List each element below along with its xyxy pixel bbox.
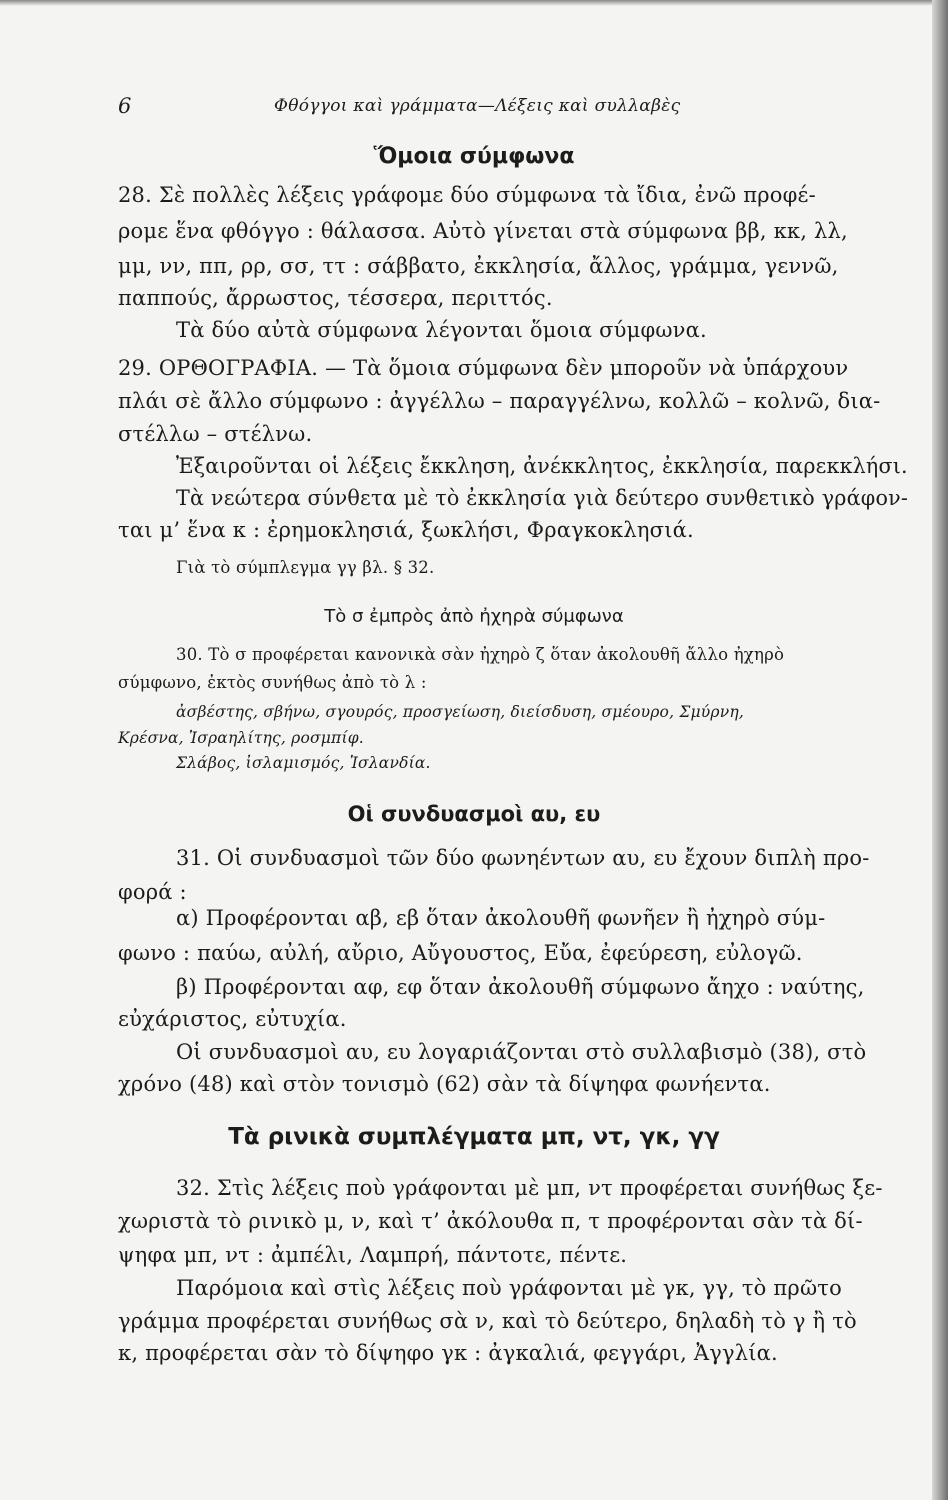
text-line: εὐχάριστος, εὐτυχία. — [118, 1007, 347, 1031]
text-line: ρομε ἕνα φθόγγο : θάλασσα. Αὐτὸ γίνεται στὰ σύμφωνα ββ, κκ, λλ, — [118, 219, 848, 243]
text-line: ται μ’ ἕνα κ : ἐρημοκλησιά, ξωκλήσι, Φραγκοκλησιά. — [118, 518, 694, 542]
text-line: χωριστὰ τὸ ρινικὸ μ, ν, καὶ τ’ ἀκόλουθα π, τ προφέρονται σὰν τὰ δί- — [118, 1209, 863, 1233]
text-line: γράμμα προφέρεται συνήθως σὰ ν, καὶ τὸ δεύτερο, δηλαδὴ τὸ γ ἢ τὸ — [118, 1309, 857, 1333]
text-line: παππούς, ἄρρωστος, τέσσερα, περιττός. — [118, 286, 553, 310]
text-line: 28. Σὲ πολλὲς λέξεις γράφομε δύο σύμφωνα τὰ ἴδια, ἐνῶ προφέ- — [118, 183, 816, 207]
text-line: Τὰ δύο αὐτὰ σύμφωνα λέγονται ὅμοια σύμφωνα. — [176, 318, 707, 342]
page-number: 6 — [118, 94, 132, 118]
text-line: Κρέσνα, Ἰσραηλίτης, ροσμπίφ. — [118, 729, 364, 747]
running-head-title: Φθόγγοι καὶ γράμματα—Λέξεις καὶ συλλαβὲς — [274, 96, 681, 116]
text-line: ψηφα μπ, ντ : ἀμπέλι, Λαμπρή, πάντοτε, πέντε. — [118, 1243, 628, 1267]
scan-edge-top — [0, 0, 948, 6]
text-line: Οἱ συνδυασμοὶ αυ, ευ λογαριάζονται στὸ συλλαβισμὸ (38), στὸ — [176, 1040, 867, 1064]
scan-edge-right — [932, 0, 948, 1500]
text-line: χρόνο (48) καὶ στὸν τονισμὸ (62) σὰν τὰ δίψηφα φωνήεντα. — [118, 1072, 771, 1096]
text-line: φωνο : παύω, αὐλή, αὔριο, Αὔγουστος, Εὔα, ἐφεύρεση, εὐλογῶ. — [118, 941, 803, 965]
section-heading-sigma: Τὸ σ ἐμπρὸς ἀπὸ ἠχηρὰ σύμφωνα — [324, 606, 624, 627]
text-line: μμ, νν, ππ, ρρ, σσ, ττ : σάββατο, ἐκκλησία, ἄλλος, γράμμα, γεννῶ, — [118, 254, 839, 278]
section-heading-au-eu: Οἱ συνδυασμοὶ αυ, ευ — [347, 802, 601, 826]
text-line: 30. Τὸ σ προφέρεται κανονικὰ σὰν ἠχηρὸ ζ ὅταν ἀκολουθῆ ἄλλο ἠχηρὸ — [176, 645, 785, 664]
text-line: 29. ΟΡΘΟΓΡΑΦΙΑ. — Τὰ ὅμοια σύμφωνα δὲν μποροῦν νὰ ὑπάρχουν — [118, 356, 849, 380]
text-line: κ, προφέρεται σὰν τὸ δίψηφο γκ : ἀγκαλιά, φεγγάρι, Ἀγγλία. — [118, 1341, 778, 1365]
text-line: 32. Στὶς λέξεις ποὺ γράφονται μὲ μπ, ντ προφέρεται συνήθως ξε- — [176, 1176, 883, 1200]
text-line: στέλλω – στέλνω. — [118, 422, 313, 446]
text-line: πλάι σὲ ἄλλο σύμφωνο : ἀγγέλλω – παραγγέλνω, κολλῶ – κολνῶ, δια- — [118, 389, 881, 413]
text-line: φορά : — [118, 880, 187, 904]
text-line: β) Προφέρονται αφ, εφ ὅταν ἀκολουθῆ σύμφωνο ἄηχο : ναύτης, — [176, 975, 865, 999]
section-heading-homoia: Ὅμοια σύμφωνα — [373, 144, 575, 169]
text-line: Τὰ νεώτερα σύνθετα μὲ τὸ ἐκκλησία γιὰ δεύτερο συνθετικὸ γράφον- — [176, 486, 909, 510]
text-line: 31. Οἱ συνδυασμοὶ τῶν δύο φωνηέντων αυ, ευ ἔχουν διπλὴ προ- — [176, 846, 870, 870]
text-line: Σλάβος, ἰσλαμισμός, Ἰσλανδία. — [176, 754, 431, 772]
text-line: α) Προφέρονται αβ, εβ ὅταν ἀκολουθῆ φωνῆεν ἢ ἠχηρὸ σύμ- — [176, 906, 826, 930]
text-line: Παρόμοια καὶ στὶς λέξεις ποὺ γράφονται μὲ γκ, γγ, τὸ πρῶτο — [176, 1276, 842, 1300]
section-heading-rinika: Τὰ ρινικὰ συμπλέγματα μπ, ντ, γκ, γγ — [228, 1124, 720, 1150]
text-line: σύμφωνο, ἐκτὸς συνήθως ἀπὸ τὸ λ : — [118, 673, 427, 692]
running-head — [118, 94, 908, 122]
text-line: Ἐξαιροῦνται οἱ λέξεις ἔκκληση, ἀνέκκλητος, ἐκκλησία, παρεκκλήσι. — [176, 454, 908, 478]
text-line: Γιὰ τὸ σύμπλεγμα γγ βλ. § 32. — [176, 558, 435, 577]
text-line: ἀσβέστης, σβήνω, σγουρός, προσγείωση, διείσδυση, σμέουρο, Σμύρνη, — [176, 703, 744, 721]
